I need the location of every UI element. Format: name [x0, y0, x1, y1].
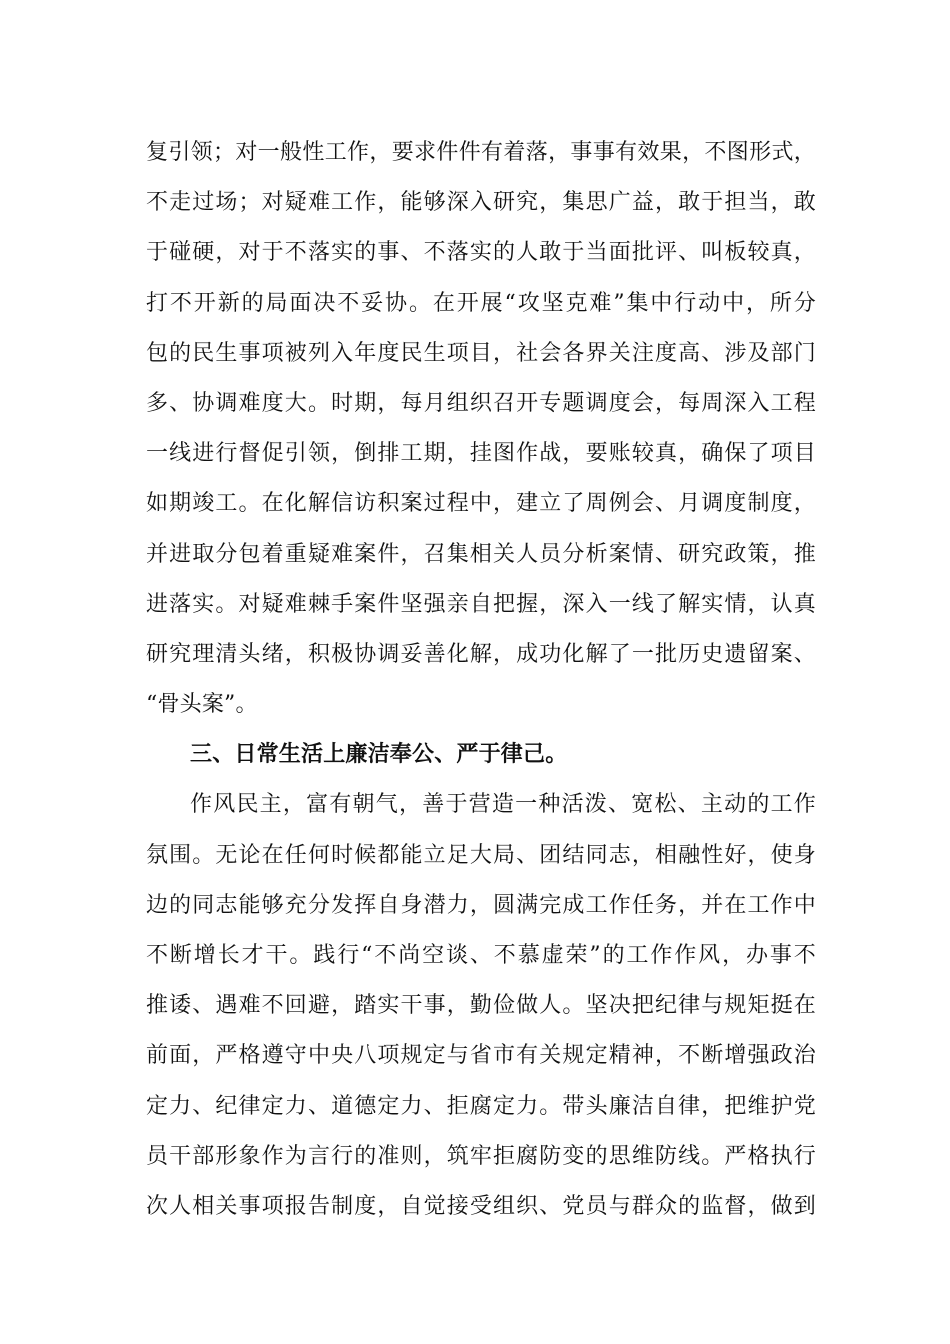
paragraph-line: 一线进行督促引领，倒排工期，挂图作战，要账较真，确保了项目	[146, 441, 816, 467]
paragraph-line: 员干部形象作为言行的准则，筑牢拒腐防变的思维防线。严格执行	[146, 1143, 816, 1169]
paragraph-line: 于碰硬，对于不落实的事、不落实的人敢于当面批评、叫板较真，	[146, 240, 816, 266]
paragraph-line: 并进取分包着重疑难案件，召集相关人员分析案情、研究政策，推	[146, 541, 816, 567]
document-body	[146, 128, 816, 1232]
paragraph-line: 推诿、遇难不回避，踏实干事，勤俭做人。坚决把纪律与规矩挺在	[146, 993, 816, 1019]
paragraph-line: 多、协调难度大。时期，每月组织召开专题调度会，每周深入工程	[146, 390, 816, 416]
paragraph-line: 边的同志能够充分发挥自身潜力，圆满完成工作任务，并在工作中	[146, 892, 816, 918]
paragraph-line: 研究理清头绪，积极协调妥善化解，成功化解了一批历史遗留案、	[146, 641, 816, 667]
paragraph-line: 氛围。无论在任何时候都能立足大局、团结同志，相融性好，使身	[146, 842, 816, 868]
paragraph-line: 定力、纪律定力、道德定力、拒腐定力。带头廉洁自律，把维护党	[146, 1093, 816, 1119]
paragraph-line: 不断增长才干。践行“不尚空谈、不慕虚荣”的工作作风，办事不	[146, 943, 816, 968]
paragraph-line: 前面，严格遵守中央八项规定与省市有关规定精神，不断增强政治	[146, 1043, 816, 1069]
paragraph-line: “骨头案”。	[146, 692, 258, 718]
paragraph-line: 次人相关事项报告制度，自觉接受组织、党员与群众的监督，做到	[146, 1193, 816, 1219]
paragraph-line: 不走过场；对疑难工作，能够深入研究，集思广益，敢于担当，敢	[146, 190, 816, 216]
paragraph-line: 作风民主，富有朝气，善于营造一种活泼、宽松、主动的工作	[190, 792, 816, 818]
paragraph-line: 打不开新的局面决不妥协。在开展“攻坚克难”集中行动中，所分	[146, 290, 816, 316]
paragraph-line: 进落实。对疑难棘手案件坚强亲自把握，深入一线了解实情，认真	[146, 591, 816, 617]
paragraph-line: 复引领；对一般性工作，要求件件有着落，事事有效果，不图形式，	[146, 140, 816, 165]
paragraph-line: 包的民生事项被列入年度民生项目，社会各界关注度高、涉及部门	[146, 340, 816, 366]
section-heading: 三、日常生活上廉洁奉公、严于律己。	[190, 742, 568, 768]
paragraph-line: 如期竣工。在化解信访积案过程中，建立了周例会、月调度制度，	[146, 491, 816, 517]
